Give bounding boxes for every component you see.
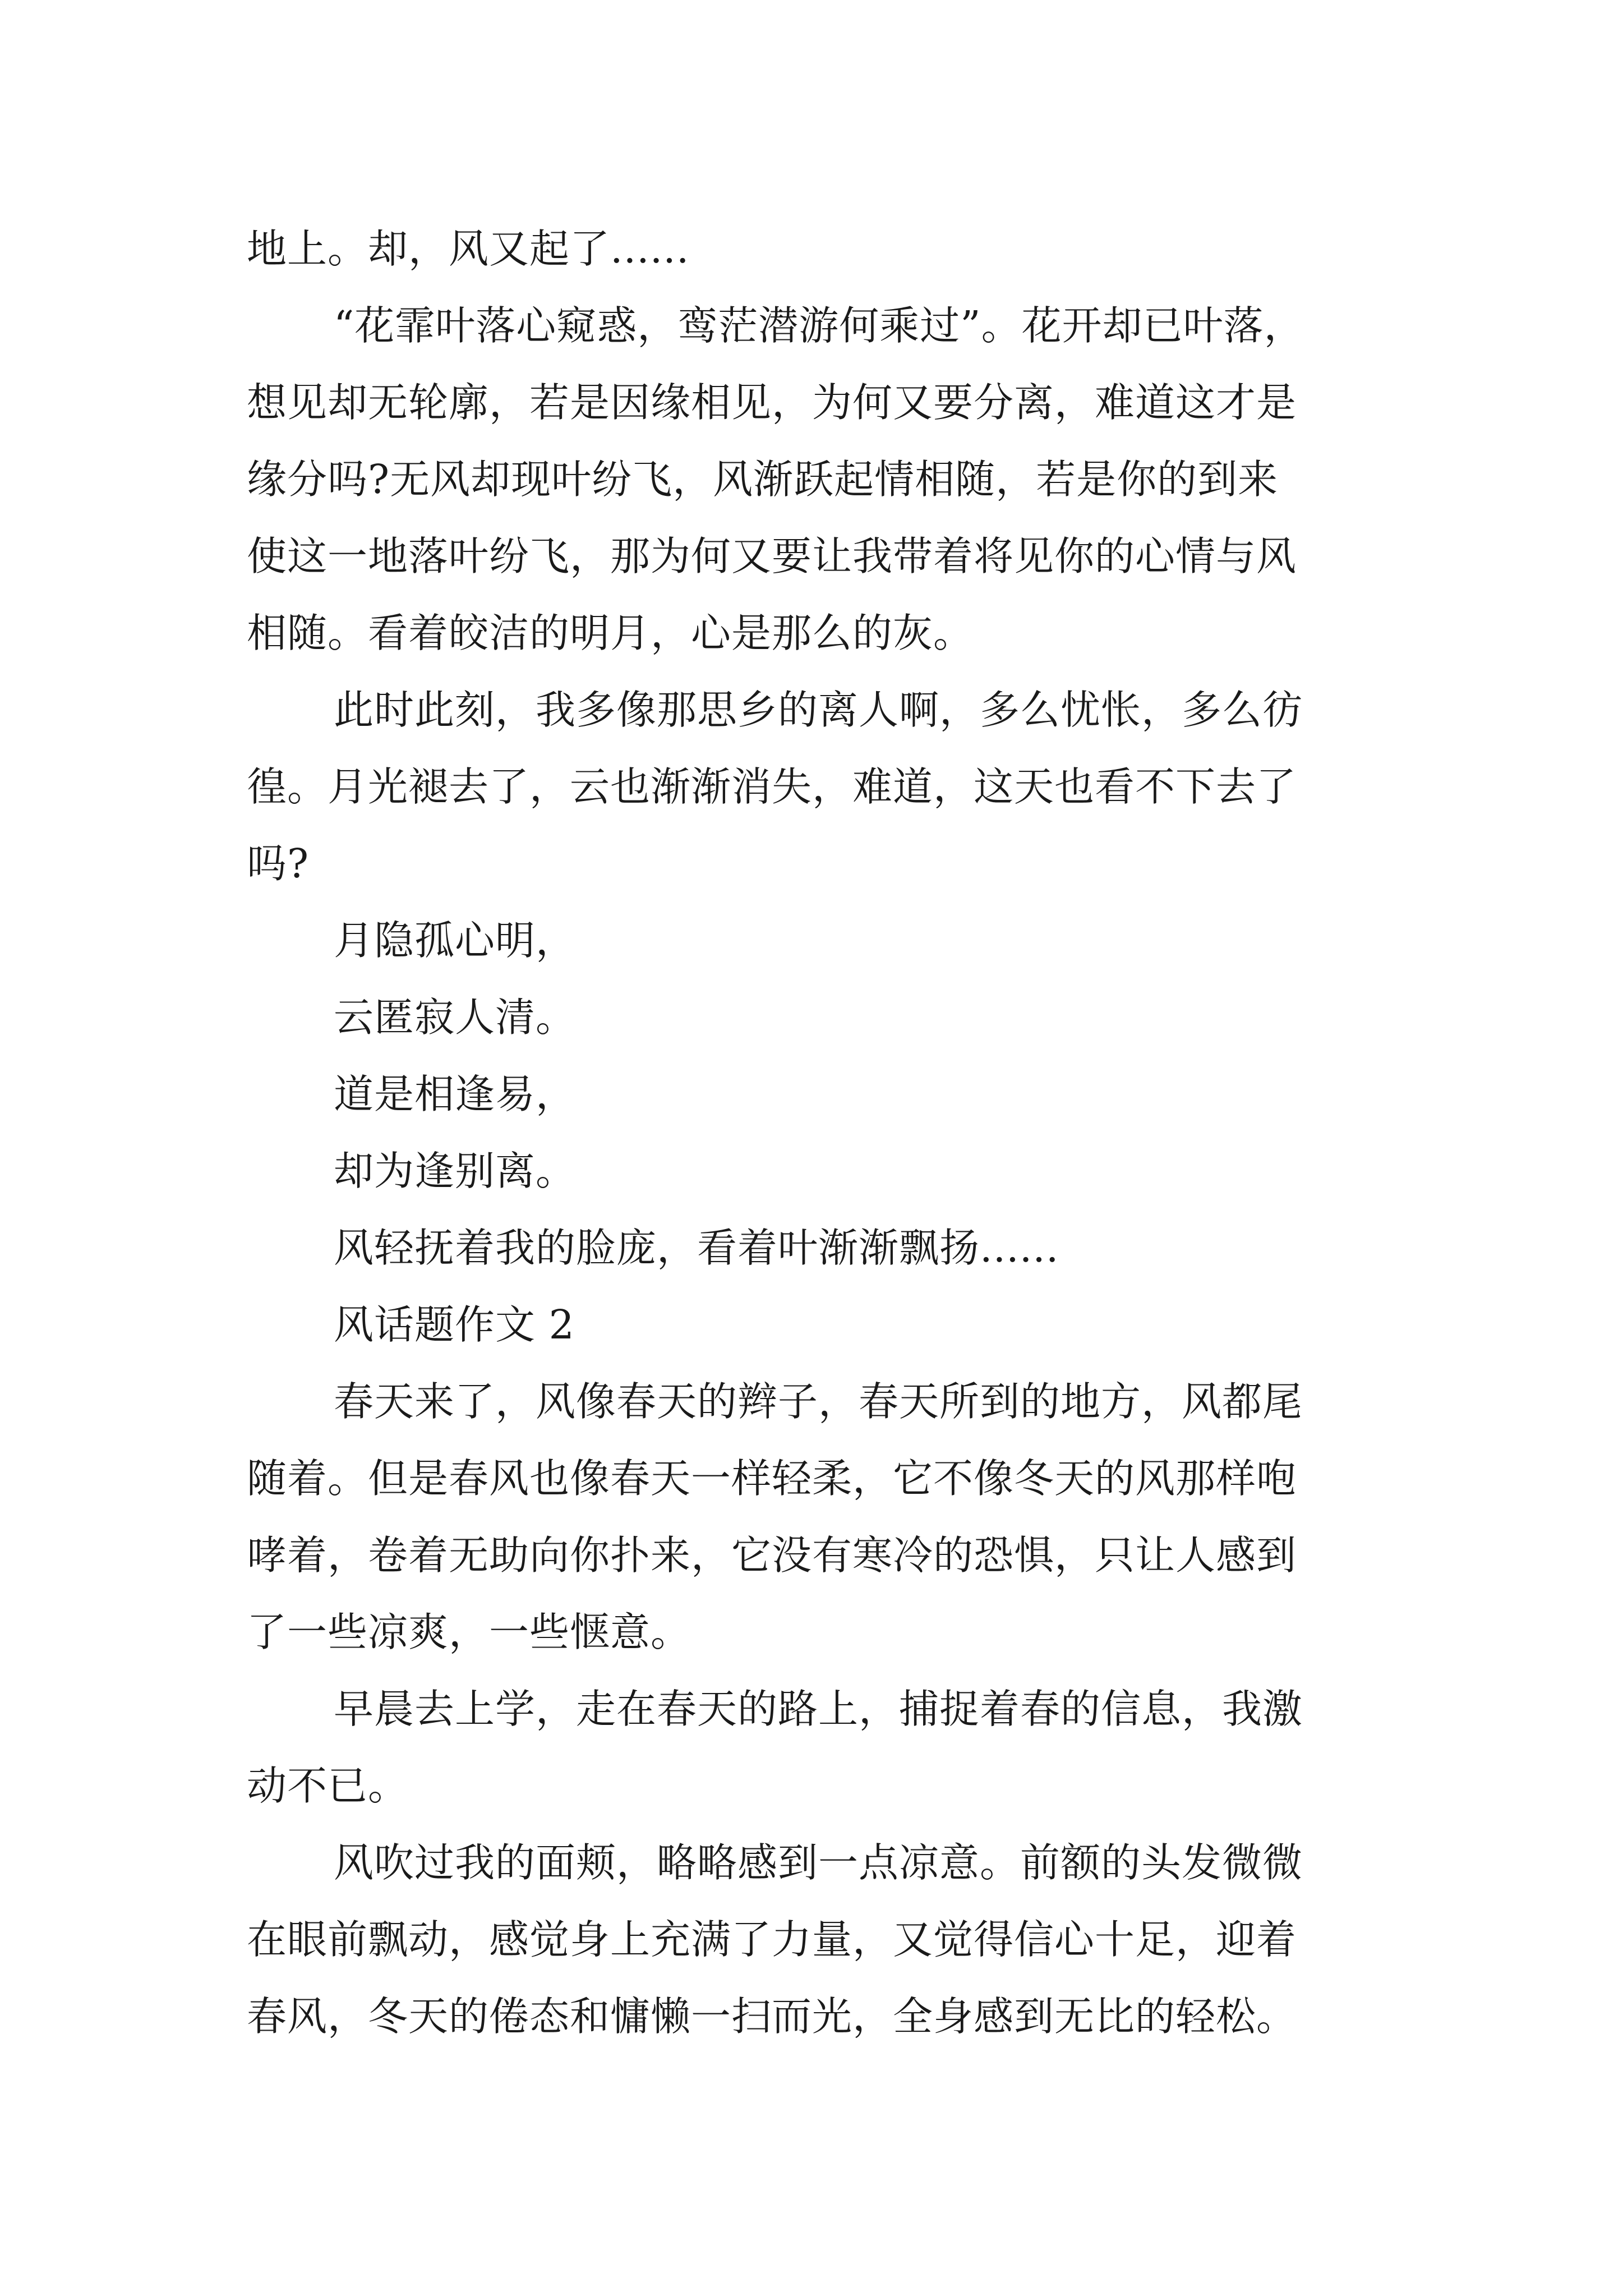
section-heading: 风话题作文 2 (334, 1301, 575, 1348)
text-line: 缘分吗?无风却现叶纷飞，风渐跃起情相随，若是你的到来 (247, 456, 1279, 503)
text-line: 了一些凉爽，一些惬意。 (247, 1609, 691, 1655)
text-line: 此时此刻，我多像那思乡的离人啊，多么忧怅，多么彷 (334, 687, 1303, 733)
text-line: 相随。看着皎洁的明月，心是那么的灰。 (247, 610, 974, 656)
text-line: 在眼前飘动，感觉身上充满了力量，又觉得信心十足，迎着 (247, 1916, 1297, 1963)
text-line: “花霏叶落心窥惑，鸾茫潜游何乘过”。花开却已叶落， (334, 302, 1304, 349)
text-line: 早晨去上学，走在春天的路上，捕捉着春的信息，我激 (334, 1686, 1303, 1732)
text-line: 风轻抚着我的脸庞，看着叶渐渐飘扬...... (334, 1225, 1059, 1271)
text-line: 春天来了，风像春天的辫子，春天所到的地方，风都尾 (334, 1378, 1303, 1425)
poem-line: 月隐孤心明， (334, 917, 577, 964)
text-line: 地上。却，风又起了...... (247, 226, 690, 272)
poem-line: 云匿寂人清。 (334, 994, 577, 1041)
text-line: 动不已。 (247, 1763, 409, 1809)
text-line: 徨。月光褪去了，云也渐渐消失，难道，这天也看不下去了 (247, 763, 1297, 810)
text-line: 春风，冬天的倦态和慵懒一扫而光，全身感到无比的轻松。 (247, 1993, 1297, 2040)
document-body (247, 210, 1385, 2055)
poem-line: 却为逢别离。 (334, 1148, 577, 1194)
poem-line: 道是相逢易， (334, 1071, 577, 1117)
text-line: 随着。但是春风也像春天一样轻柔，它不像冬天的风那样咆 (247, 1455, 1297, 1502)
text-line: 使这一地落叶纷飞，那为何又要让我带着将见你的心情与风 (247, 533, 1297, 579)
text-line: 哮着，卷着无助向你扑来，它没有寒冷的恐惧，只让人感到 (247, 1532, 1297, 1579)
text-line: 吗? (247, 840, 310, 887)
text-line: 风吹过我的面颊，略略感到一点凉意。前额的头发微微 (334, 1839, 1303, 1886)
text-line: 想见却无轮廓，若是因缘相见，为何又要分离，难道这才是 (247, 379, 1297, 426)
